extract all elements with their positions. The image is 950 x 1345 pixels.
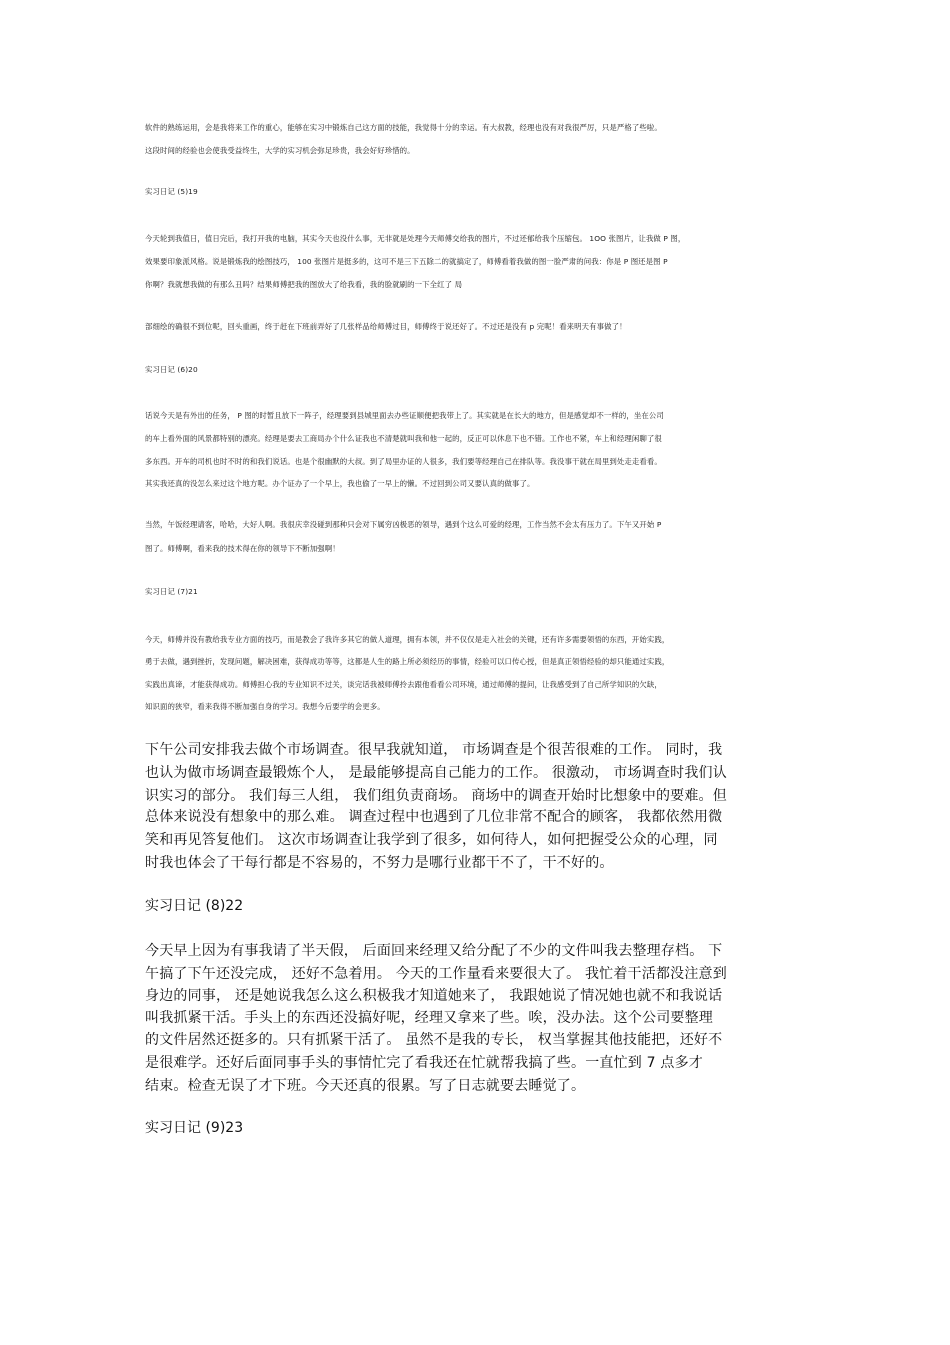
- paragraph-line: 时我也体会了干每行都是不容易的，不努力是哪行业都干不了，干不好的。: [145, 855, 614, 871]
- paragraph-line: 是很难学。还好后面同事手头的事情忙完了看我还在忙就帮我搞了些。一直忙到 7 点多才: [145, 1055, 704, 1071]
- paragraph-line: 话说今天是有外出的任务， P 图的时暂且放下一阵子，经理要到县城里面去办些证顺便把我带上了。其实就是在长大的地方，但是感觉却不一样的，坐在公司: [145, 411, 664, 420]
- paragraph-line: 下午公司安排我去做个市场调查。很早我就知道， 市场调查是个很苦很难的工作。 同时，我: [145, 742, 723, 758]
- paragraph-line: 午搞了下午还没完成， 还好不急着用。 今天的工作量看来要很大了。 我忙着干活都没注意到: [145, 966, 727, 982]
- paragraph-line: 今天轮到我值日，值日完后，我打开我的电脑，其实今天也没什么事，无非就是处理今天师傅交给我的图片，不过还郁给我个压缩包。 1OO 张图片，让我做 P 图，: [145, 234, 686, 243]
- paragraph-line: 软件的熟练运用，会是我将来工作的重心，能够在实习中锻炼自己这方面的技能，我觉得十分的幸运。有大叔教，经理也没有对我很严厉，只是严格了些啦。: [145, 123, 662, 132]
- paragraph-line: 图了。师傅啊，看来我的技术得在你的领导下不断加强啊！: [145, 544, 340, 553]
- paragraph-line: 的车上看外面的风景都特别的漂亮。经理是要去工商局办个什么证我也不清楚就叫我和他一起的，反正可以休息下也不错。工作也不紧，车上和经理闲聊了很: [145, 434, 662, 443]
- paragraph-line: 结束。检查无误了才下班。今天还真的很累。写了日志就要去睡觉了。: [145, 1078, 586, 1094]
- paragraph-line: 叫我抓紧干活。手头上的东西还没搞好呢，经理又拿来了些。唉，没办法。这个公司要整理: [145, 1010, 713, 1026]
- paragraph-line: 效果要印象派风格。说是锻炼我的绘图技巧， 100 张图片是挺多的，这可不是三下五除二的就搞定了，师傅看着我做的图一脸严肃的问我：你是 P 图还是图 P: [145, 257, 668, 266]
- entry-heading: 实习日记 (6)20: [145, 365, 198, 374]
- entry-heading: 实习日记 (8)22: [145, 898, 244, 914]
- paragraph-line: 识实习的部分。 我们每三人组， 我们组负责商场。 商场中的调查开始时比想象中的要难。但: [145, 788, 727, 804]
- entry-heading: 实习日记 (7)21: [145, 587, 198, 596]
- paragraph-line: 勇于去做，遇到挫折，发现问题，解决困难，获得成功等等，这都是人生的路上所必须经历的事情，经验可以口传心授，但是真正领悟经验的却只能通过实践，: [145, 657, 670, 666]
- paragraph-line: 部细绘的确很不到位呢，回头重画，终于赶在下班前弄好了几张样品给师傅过目，师傅终于说还好了。不过还是没有 p 完呢！看来明天有事做了！: [145, 322, 627, 331]
- paragraph-line: 身边的同事， 还是她说我怎么这么积极我才知道她来了， 我跟她说了情况她也就不和我说话: [145, 988, 723, 1004]
- paragraph-line: 其实我还真的没怎么来过这个地方呢。办个证办了一个早上，我也偷了一早上的懒。不过回到公司又要认真的做事了。: [145, 479, 535, 488]
- paragraph-line: 今天，师傅并没有教给我专业方面的技巧，而是教会了我许多其它的做人道理，拥有本领，并不仅仅是走入社会的关键，还有许多需要领悟的东西，开始实践，: [145, 635, 670, 644]
- paragraph-line: 总体来说没有想象中的那么难。 调查过程中也遇到了几位非常不配合的顾客， 我都依然用微: [145, 809, 723, 825]
- paragraph-line: 这段时间的经验也会使我受益终生，大学的实习机会弥足珍贵，我会好好珍惜的。: [145, 146, 415, 155]
- paragraph-line: 当然，午饭经理请客，哈哈，大好人啊。我很庆幸没碰到那种只会对下属穷凶极恶的领导，遇到个这么可爱的经理，工作当然不会太有压力了。下午又开始 P: [145, 520, 662, 529]
- paragraph-line: 知识面的狭窄，看来我得不断加强自身的学习。我想今后要学的会更多。: [145, 702, 385, 711]
- paragraph-line: 今天早上因为有事我请了半天假， 后面回来经理又给分配了不少的文件叫我去整理存档。 下: [145, 943, 723, 959]
- paragraph-line: 也认为做市场调查最锻炼个人， 是最能够提高自己能力的工作。 很激动， 市场调查时我们认: [145, 765, 727, 781]
- entry-heading: 实习日记 (9)23: [145, 1120, 244, 1136]
- paragraph-line: 的文件居然还挺多的。只有抓紧干活了。 虽然不是我的专长， 权当掌握其他技能把，还好不: [145, 1032, 723, 1048]
- paragraph-line: 多东西。开车的司机也时不时的和我们说话。也是个很幽默的大叔。到了局里办证的人很多，我们要等经理自己在排队等。我没事干就在局里到处走走看看。: [145, 457, 662, 466]
- paragraph-line: 笑和再见答复他们。 这次市场调查让我学到了很多，如何待人，如何把握受公众的心理，同: [145, 832, 718, 848]
- paragraph-line: 实践出真谛，才能获得成功。师傅担心我的专业知识不过关，谈完话我被师傅拎去跟他看看公司环境，通过师傅的提问，让我感受到了自己所学知识的欠缺，: [145, 680, 662, 689]
- paragraph-line: 你啊？我就想我做的有那么丑吗？结果师傅把我的图放大了给我看，我的脸就刷的一下全红了 局: [145, 280, 463, 289]
- entry-heading: 实习日记 (5)19: [145, 187, 198, 196]
